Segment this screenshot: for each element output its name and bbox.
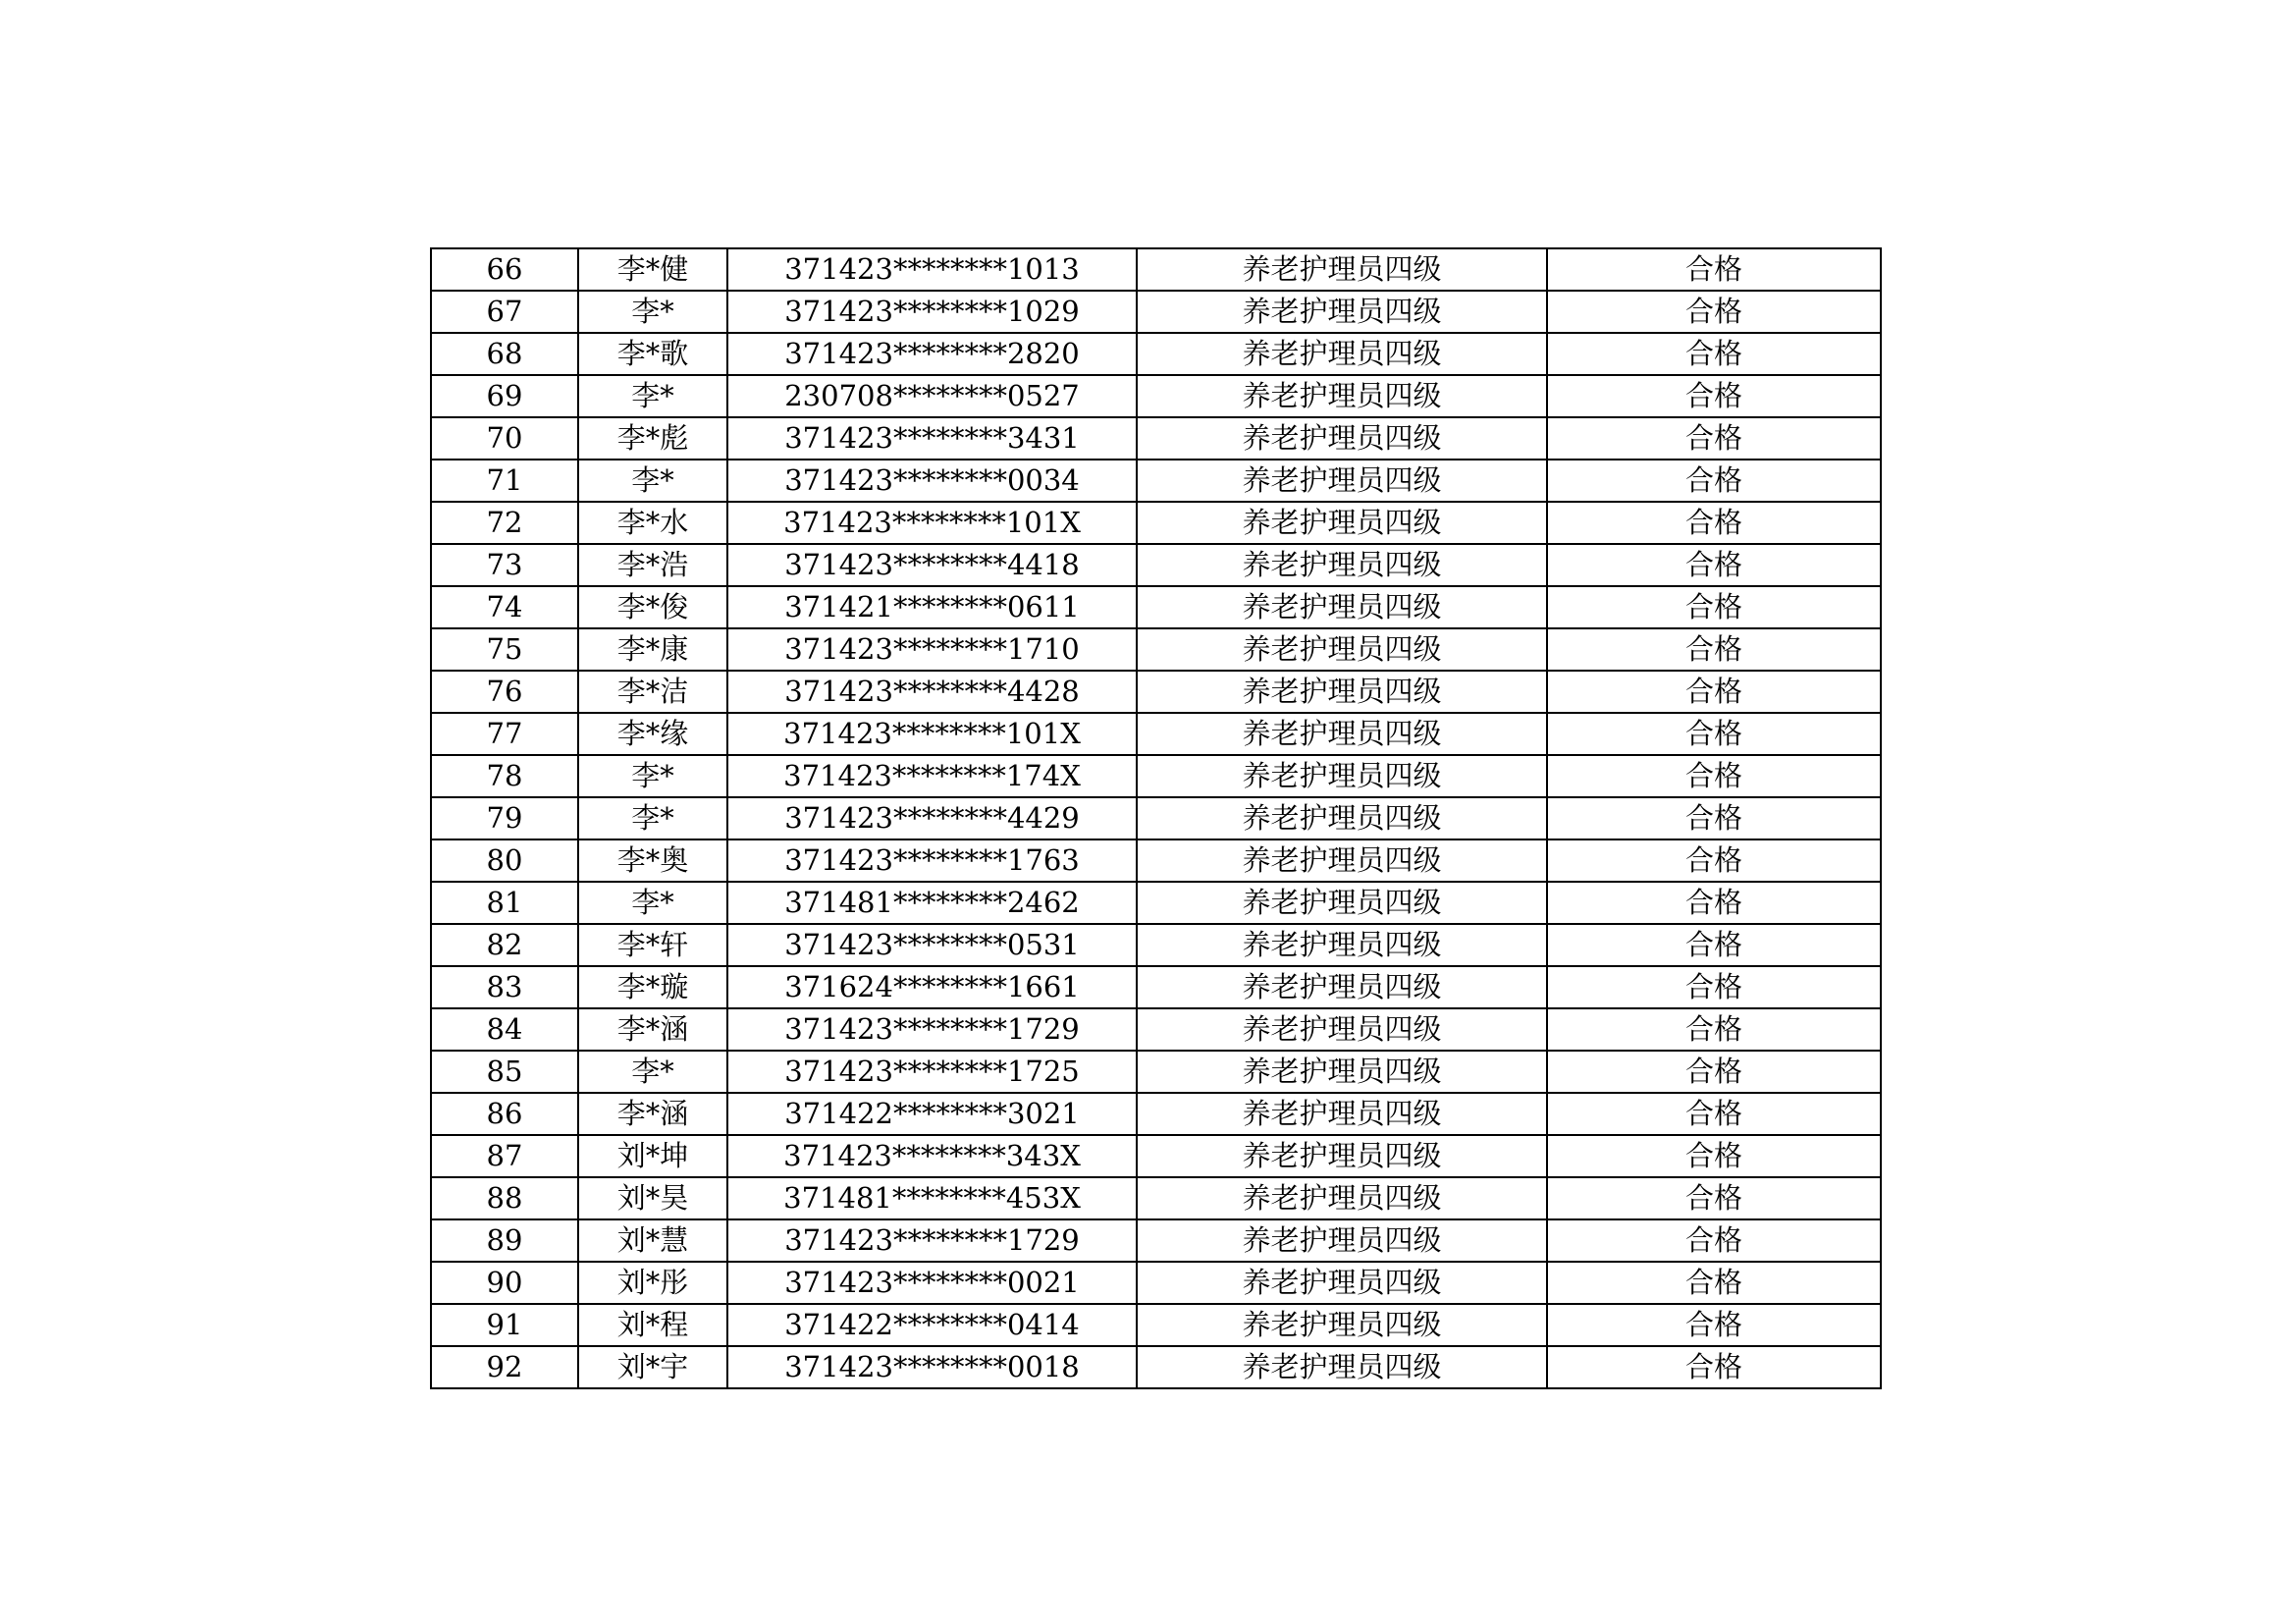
row-number-cell: 75	[431, 628, 578, 671]
occupation-level-cell: 养老护理员四级	[1137, 1177, 1547, 1219]
name-cell: 李*	[578, 291, 727, 333]
row-number-cell: 77	[431, 713, 578, 755]
table-row	[431, 628, 1881, 671]
table-row	[431, 502, 1881, 544]
table-row	[431, 882, 1881, 924]
name-cell: 李*涵	[578, 1093, 727, 1135]
name-cell: 李*	[578, 797, 727, 839]
row-number-cell: 71	[431, 460, 578, 502]
id-number-cell: 371423********0034	[727, 460, 1137, 502]
row-number-cell: 89	[431, 1219, 578, 1262]
occupation-level-cell: 养老护理员四级	[1137, 839, 1547, 882]
table-row	[431, 544, 1881, 586]
name-cell: 李*洁	[578, 671, 727, 713]
results-table-body	[431, 248, 1881, 1388]
table-row	[431, 966, 1881, 1008]
row-number-cell: 83	[431, 966, 578, 1008]
row-number-cell: 66	[431, 248, 578, 291]
name-cell: 刘*彤	[578, 1262, 727, 1304]
name-cell: 李*俊	[578, 586, 727, 628]
result-cell: 合格	[1547, 333, 1881, 375]
id-number-cell: 371423********1029	[727, 291, 1137, 333]
table-row	[431, 291, 1881, 333]
row-number-cell: 90	[431, 1262, 578, 1304]
row-number-cell: 91	[431, 1304, 578, 1346]
name-cell: 刘*宇	[578, 1346, 727, 1388]
table-row	[431, 1093, 1881, 1135]
occupation-level-cell: 养老护理员四级	[1137, 966, 1547, 1008]
row-number-cell: 76	[431, 671, 578, 713]
occupation-level-cell: 养老护理员四级	[1137, 628, 1547, 671]
id-number-cell: 371423********4428	[727, 671, 1137, 713]
result-cell: 合格	[1547, 713, 1881, 755]
result-cell: 合格	[1547, 1177, 1881, 1219]
table-row	[431, 1346, 1881, 1388]
result-cell: 合格	[1547, 375, 1881, 417]
occupation-level-cell: 养老护理员四级	[1137, 586, 1547, 628]
name-cell: 李*涵	[578, 1008, 727, 1051]
row-number-cell: 70	[431, 417, 578, 460]
id-number-cell: 371423********1729	[727, 1008, 1137, 1051]
result-cell: 合格	[1547, 1093, 1881, 1135]
id-number-cell: 371422********3021	[727, 1093, 1137, 1135]
result-cell: 合格	[1547, 882, 1881, 924]
occupation-level-cell: 养老护理员四级	[1137, 375, 1547, 417]
occupation-level-cell: 养老护理员四级	[1137, 713, 1547, 755]
occupation-level-cell: 养老护理员四级	[1137, 544, 1547, 586]
occupation-level-cell: 养老护理员四级	[1137, 248, 1547, 291]
occupation-level-cell: 养老护理员四级	[1137, 291, 1547, 333]
occupation-level-cell: 养老护理员四级	[1137, 1304, 1547, 1346]
table-row	[431, 671, 1881, 713]
result-cell: 合格	[1547, 839, 1881, 882]
table-row	[431, 1135, 1881, 1177]
name-cell: 李*歌	[578, 333, 727, 375]
occupation-level-cell: 养老护理员四级	[1137, 924, 1547, 966]
occupation-level-cell: 养老护理员四级	[1137, 1051, 1547, 1093]
id-number-cell: 371423********1013	[727, 248, 1137, 291]
table-row	[431, 1262, 1881, 1304]
name-cell: 李*	[578, 882, 727, 924]
table-row	[431, 1177, 1881, 1219]
name-cell: 李*	[578, 1051, 727, 1093]
row-number-cell: 86	[431, 1093, 578, 1135]
name-cell: 李*	[578, 375, 727, 417]
name-cell: 刘*昊	[578, 1177, 727, 1219]
row-number-cell: 69	[431, 375, 578, 417]
row-number-cell: 67	[431, 291, 578, 333]
row-number-cell: 73	[431, 544, 578, 586]
table-row	[431, 797, 1881, 839]
row-number-cell: 92	[431, 1346, 578, 1388]
occupation-level-cell: 养老护理员四级	[1137, 1093, 1547, 1135]
id-number-cell: 371423********1729	[727, 1219, 1137, 1262]
result-cell: 合格	[1547, 417, 1881, 460]
result-cell: 合格	[1547, 544, 1881, 586]
occupation-level-cell: 养老护理员四级	[1137, 417, 1547, 460]
occupation-level-cell: 养老护理员四级	[1137, 1219, 1547, 1262]
result-cell: 合格	[1547, 1135, 1881, 1177]
occupation-level-cell: 养老护理员四级	[1137, 797, 1547, 839]
occupation-level-cell: 养老护理员四级	[1137, 502, 1547, 544]
table-row	[431, 755, 1881, 797]
table-row	[431, 1219, 1881, 1262]
row-number-cell: 79	[431, 797, 578, 839]
name-cell: 李*水	[578, 502, 727, 544]
occupation-level-cell: 养老护理员四级	[1137, 1135, 1547, 1177]
result-cell: 合格	[1547, 248, 1881, 291]
row-number-cell: 72	[431, 502, 578, 544]
id-number-cell: 371624********1661	[727, 966, 1137, 1008]
table-row	[431, 586, 1881, 628]
table-row	[431, 333, 1881, 375]
occupation-level-cell: 养老护理员四级	[1137, 1008, 1547, 1051]
name-cell: 李*缘	[578, 713, 727, 755]
result-cell: 合格	[1547, 1008, 1881, 1051]
name-cell: 李*	[578, 755, 727, 797]
row-number-cell: 87	[431, 1135, 578, 1177]
table-row	[431, 1008, 1881, 1051]
result-cell: 合格	[1547, 797, 1881, 839]
row-number-cell: 81	[431, 882, 578, 924]
name-cell: 李*彪	[578, 417, 727, 460]
table-row	[431, 460, 1881, 502]
id-number-cell: 371421********0611	[727, 586, 1137, 628]
result-cell: 合格	[1547, 502, 1881, 544]
id-number-cell: 371423********0021	[727, 1262, 1137, 1304]
id-number-cell: 371481********453X	[727, 1177, 1137, 1219]
id-number-cell: 371423********101X	[727, 713, 1137, 755]
name-cell: 李*健	[578, 248, 727, 291]
row-number-cell: 74	[431, 586, 578, 628]
table-row	[431, 248, 1881, 291]
row-number-cell: 80	[431, 839, 578, 882]
row-number-cell: 82	[431, 924, 578, 966]
id-number-cell: 371422********0414	[727, 1304, 1137, 1346]
name-cell: 李*奥	[578, 839, 727, 882]
occupation-level-cell: 养老护理员四级	[1137, 882, 1547, 924]
occupation-level-cell: 养老护理员四级	[1137, 1346, 1547, 1388]
table-row	[431, 839, 1881, 882]
row-number-cell: 88	[431, 1177, 578, 1219]
name-cell: 李*康	[578, 628, 727, 671]
id-number-cell: 371423********3431	[727, 417, 1137, 460]
result-cell: 合格	[1547, 1346, 1881, 1388]
table-row	[431, 1304, 1881, 1346]
result-cell: 合格	[1547, 586, 1881, 628]
name-cell: 刘*程	[578, 1304, 727, 1346]
row-number-cell: 85	[431, 1051, 578, 1093]
row-number-cell: 84	[431, 1008, 578, 1051]
result-cell: 合格	[1547, 924, 1881, 966]
table-row	[431, 713, 1881, 755]
name-cell: 刘*坤	[578, 1135, 727, 1177]
occupation-level-cell: 养老护理员四级	[1137, 460, 1547, 502]
name-cell: 李*	[578, 460, 727, 502]
id-number-cell: 371423********174X	[727, 755, 1137, 797]
occupation-level-cell: 养老护理员四级	[1137, 755, 1547, 797]
occupation-level-cell: 养老护理员四级	[1137, 1262, 1547, 1304]
name-cell: 李*璇	[578, 966, 727, 1008]
occupation-level-cell: 养老护理员四级	[1137, 333, 1547, 375]
id-number-cell: 371423********101X	[727, 502, 1137, 544]
occupation-level-cell: 养老护理员四级	[1137, 671, 1547, 713]
results-table	[430, 247, 1882, 1389]
result-cell: 合格	[1547, 1219, 1881, 1262]
id-number-cell: 371423********1710	[727, 628, 1137, 671]
result-cell: 合格	[1547, 460, 1881, 502]
id-number-cell: 371423********1763	[727, 839, 1137, 882]
result-cell: 合格	[1547, 291, 1881, 333]
id-number-cell: 371481********2462	[727, 882, 1137, 924]
row-number-cell: 68	[431, 333, 578, 375]
table-row	[431, 375, 1881, 417]
table-row	[431, 1051, 1881, 1093]
row-number-cell: 78	[431, 755, 578, 797]
id-number-cell: 371423********343X	[727, 1135, 1137, 1177]
id-number-cell: 371423********4429	[727, 797, 1137, 839]
id-number-cell: 371423********1725	[727, 1051, 1137, 1093]
id-number-cell: 230708********0527	[727, 375, 1137, 417]
name-cell: 李*轩	[578, 924, 727, 966]
id-number-cell: 371423********2820	[727, 333, 1137, 375]
table-row	[431, 924, 1881, 966]
name-cell: 刘*慧	[578, 1219, 727, 1262]
result-cell: 合格	[1547, 671, 1881, 713]
table-row	[431, 417, 1881, 460]
result-cell: 合格	[1547, 966, 1881, 1008]
id-number-cell: 371423********0531	[727, 924, 1137, 966]
result-cell: 合格	[1547, 755, 1881, 797]
result-cell: 合格	[1547, 1051, 1881, 1093]
result-cell: 合格	[1547, 1262, 1881, 1304]
id-number-cell: 371423********0018	[727, 1346, 1137, 1388]
id-number-cell: 371423********4418	[727, 544, 1137, 586]
name-cell: 李*浩	[578, 544, 727, 586]
result-cell: 合格	[1547, 628, 1881, 671]
result-cell: 合格	[1547, 1304, 1881, 1346]
